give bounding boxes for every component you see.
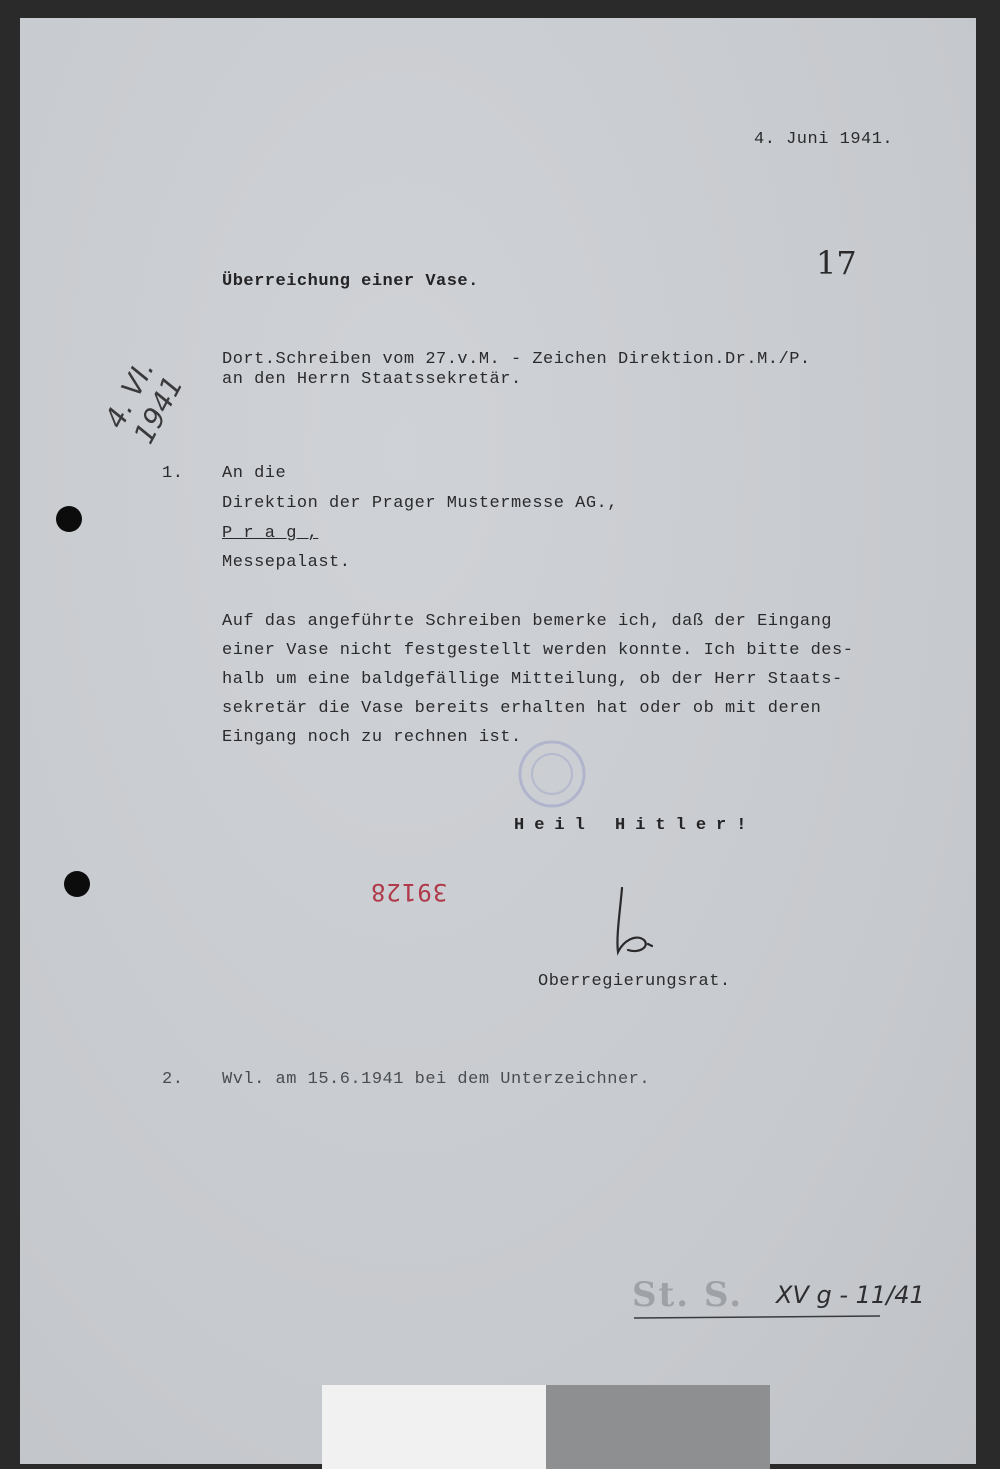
- archive-underline: [630, 1312, 890, 1324]
- address-line-4: Messepalast.: [222, 553, 351, 572]
- faded-round-stamp: [512, 734, 592, 814]
- address-line-2: Direktion der Prager Mustermesse AG.,: [222, 494, 618, 513]
- signature-title: Oberregierungsrat.: [538, 972, 731, 991]
- received-date-stamp: 4. VI. 1941: [98, 354, 190, 449]
- document-sheet: [20, 18, 976, 1464]
- reference-line-1: Dort.Schreiben vom 27.v.M. - Zeichen Direktion.Dr.M./P.: [222, 350, 811, 369]
- punch-hole-bottom: [64, 871, 90, 897]
- body-line-4: sekretär die Vase bereits erhalten hat oder ob mit deren: [222, 699, 822, 718]
- body-line-2: einer Vase nicht festgestellt werden konnte. Ich bitte des-: [222, 641, 854, 660]
- body-line-1: Auf das angeführte Schreiben bemerke ich, daß der Eingang: [222, 612, 832, 631]
- item-2-text: Wvl. am 15.6.1941 bei dem Unterzeichner.: [222, 1070, 651, 1089]
- address-line-city: P r a g ,: [222, 524, 319, 543]
- calibration-strip-white: [322, 1385, 546, 1469]
- body-line-5: Eingang noch zu rechnen ist.: [222, 728, 522, 747]
- address-line-1: An die: [222, 464, 287, 483]
- archive-annotation: XV g - 11/41: [776, 1281, 925, 1309]
- closing-salutation: Heil Hitler!: [514, 816, 757, 835]
- letter-date: 4. Juni 1941.: [754, 130, 894, 149]
- punch-hole-top: [56, 506, 82, 532]
- calibration-strip-gray: [546, 1385, 770, 1469]
- red-registry-number: 39128: [370, 878, 448, 906]
- subject-line: Überreichung einer Vase.: [222, 272, 479, 291]
- body-line-3: halb um eine baldgefällige Mitteilung, ob der Herr Staats-: [222, 670, 843, 689]
- page-number: 17: [816, 244, 857, 282]
- reference-line-2: an den Herrn Staatssekretär.: [222, 370, 522, 389]
- archive-stamp-mark: St. S.: [632, 1275, 744, 1315]
- handwritten-signature: [604, 882, 664, 962]
- item-1-number: 1.: [162, 464, 184, 483]
- item-2-number: 2.: [162, 1070, 184, 1089]
